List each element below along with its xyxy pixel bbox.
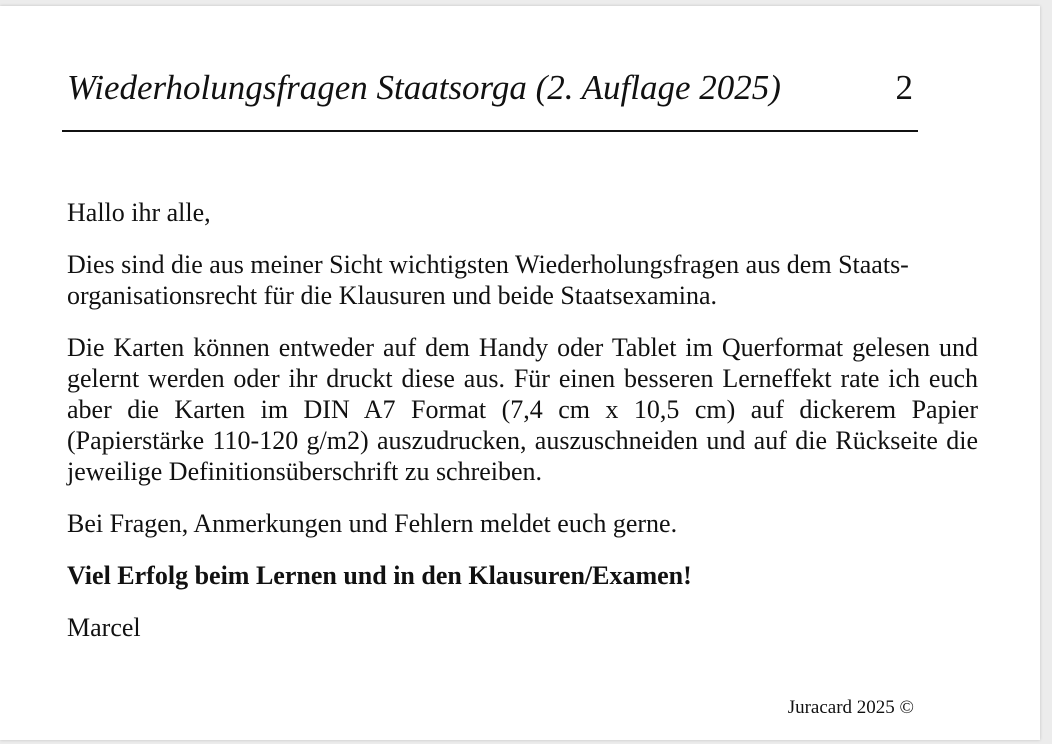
signature: Marcel <box>67 613 141 642</box>
intro-line-2: organisationsrecht für die Klausuren und beide Staatsexamina. <box>67 281 718 310</box>
footer-copyright: Juracard 2025 © <box>787 697 914 718</box>
intro-paragraph <box>67 249 978 311</box>
page-number: 2 <box>895 68 913 107</box>
closing-wish: Viel Erfolg beim Lernen und in den Klausuren/Examen! <box>67 561 692 590</box>
page-content <box>67 197 978 664</box>
contact-paragraph: Bei Fragen, Anmerkungen und Fehlern meldet euch gerne. <box>67 509 678 538</box>
intro-line-1: Dies sind die aus meiner Sicht wichtigsten Wiederholungsfragen aus dem Staats- <box>67 250 909 279</box>
greeting-paragraph: Hallo ihr alle, <box>67 198 211 227</box>
instructions-paragraph: Die Karten können entweder auf dem Handy oder Tablet im Querformat gelesen und gelernt werden oder ihr druckt diese aus. Für einen besseren Lerneffekt rate ich euch aber die Karten im DIN A7 Format (7,4 cm x 10,5 cm) auf dickerem Papier (Papierstärke 110-120 g/m2) auszudrucken, auszuschneiden und auf die Rückseite die jeweilige Definitionsüberschrift zu schreiben. <box>67 333 978 486</box>
document-page <box>0 6 1040 740</box>
document-title: Wiederholungsfragen Staatsorga (2. Auflage 2025) <box>67 68 781 107</box>
page-header <box>62 64 918 132</box>
